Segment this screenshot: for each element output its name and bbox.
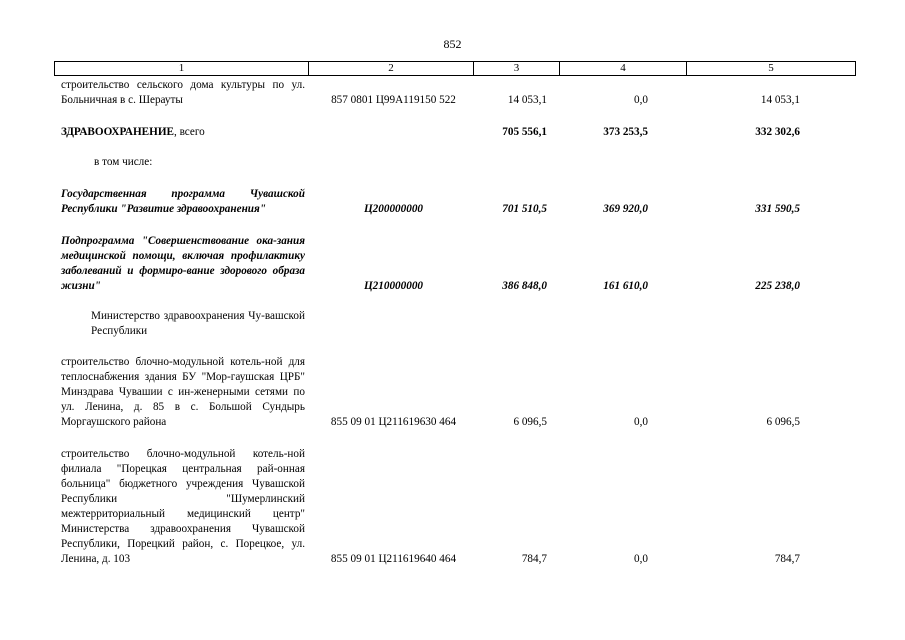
header-col-4: 4 xyxy=(560,62,687,75)
row-col3: 705 556,1 xyxy=(502,126,547,138)
row-col3: 14 053,1 xyxy=(507,94,547,106)
row-name: Подпрограмма "Совершенствование ока-зания медицинской помощи, включая профилактику заболеваний и формиро-вание здорового образа жизни" xyxy=(61,235,305,292)
row-name: строительство блочно-модульной котель-ной филиала "Порецкая центральная рай-онная больница" бюджетного учреждения Чувашской Республики "Шумерлинский межтерриториальный медицинский центр" Министерства здравоохранения Чувашской Республики, Порецкий район, с. Порецкое, ул. Ленина, д. 103 xyxy=(61,448,305,565)
header-col-3: 3 xyxy=(474,62,560,75)
row-col5: 225 238,0 xyxy=(755,280,800,292)
row-name-suffix: , всего xyxy=(173,126,205,138)
row-name: в том числе: xyxy=(94,156,153,168)
row-col4: 0,0 xyxy=(634,94,648,106)
row-name-bold: ЗДРАВООХРАНЕНИЕ xyxy=(61,126,174,138)
row-col4: 0,0 xyxy=(634,416,648,428)
row-code: 855 09 01 Ц211619640 464 xyxy=(330,553,457,565)
row-col4: 0,0 xyxy=(634,553,648,565)
row-code: 857 0801 Ц99А119150 522 xyxy=(331,94,456,106)
row-name: Государственная программа Чувашской Республики "Развитие здравоохранения" xyxy=(61,188,305,215)
row-col5: 6 096,5 xyxy=(766,416,800,428)
row-col3: 784,7 xyxy=(521,553,547,565)
row-col3: 701 510,5 xyxy=(502,203,547,215)
header-col-2: 2 xyxy=(309,62,474,75)
row-name: строительство сельского дома культуры по ул. Больничная в с. Шерауты xyxy=(61,79,305,106)
row-col4: 373 253,5 xyxy=(603,126,648,138)
row-name: Министерство здравоохранения Чу-вашской Республики xyxy=(91,310,305,337)
page-number: 852 xyxy=(443,37,462,51)
row-col5: 14 053,1 xyxy=(760,94,800,106)
row-code: Ц210000000 xyxy=(363,280,424,292)
row-name xyxy=(61,125,305,140)
row-col3: 6 096,5 xyxy=(513,416,547,428)
row-col5: 331 590,5 xyxy=(755,203,800,215)
row-col3: 386 848,0 xyxy=(502,280,547,292)
header-col-1: 1 xyxy=(55,62,309,75)
row-col5: 784,7 xyxy=(774,553,800,565)
row-code: Ц200000000 xyxy=(363,203,424,215)
header-col-5: 5 xyxy=(768,62,774,74)
row-code: 855 09 01 Ц211619630 464 xyxy=(330,416,457,428)
row-col4: 161 610,0 xyxy=(603,280,648,292)
row-col4: 369 920,0 xyxy=(603,203,648,215)
row-name: строительство блочно-модульной котель-ной для теплоснабжения здания БУ "Мор-гаушская ЦРБ" Минздрава Чувашии с ин-женерными сетями по ул. Ленина, д. 85 в с. Большой Сундырь Моргаушского района xyxy=(61,356,305,428)
row-col5: 332 302,6 xyxy=(755,126,800,138)
table-header xyxy=(54,61,856,76)
